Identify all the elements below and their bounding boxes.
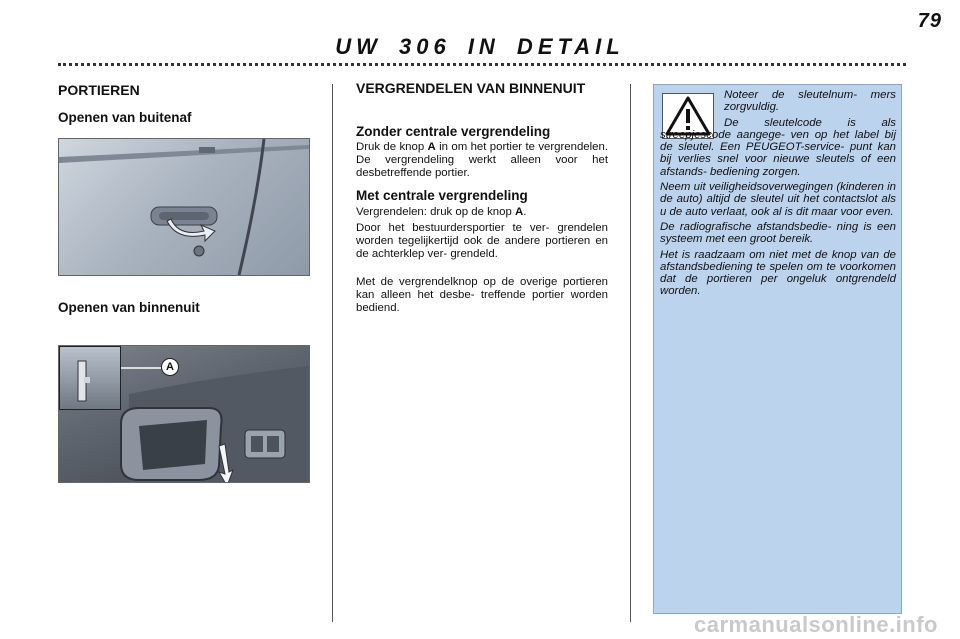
sub-title-without-central: Zonder centrale vergrendeling bbox=[356, 124, 551, 139]
key-a: A bbox=[427, 141, 436, 153]
warning-paragraph-1: Noteer de sleutelnum- mers zorgvuldig. bbox=[724, 89, 896, 114]
inside-door-photo bbox=[58, 345, 310, 483]
page-number: 79 bbox=[917, 10, 942, 32]
lock-button-inset bbox=[59, 346, 121, 410]
outside-door-illustration bbox=[59, 139, 309, 275]
inside-opening-title: Openen van binnenuit bbox=[58, 300, 200, 315]
warning-box bbox=[653, 84, 902, 614]
text-with-central-1: Vergrendelen: druk op de knop A. bbox=[356, 206, 527, 218]
text-without-central: Druk de knop A in om het portier te vergrendelen. De vergrendeling werkt alleen voor het desbetreffende portier. bbox=[356, 141, 608, 179]
section-title-doors: PORTIEREN bbox=[58, 82, 140, 98]
warning-text bbox=[660, 89, 896, 301]
column-divider-right bbox=[630, 84, 631, 622]
outside-opening-title: Openen van buitenaf bbox=[58, 110, 192, 125]
page-title: UW 306 IN DETAIL bbox=[335, 34, 625, 59]
section-title-inside-locking: VERGRENDELEN VAN BINNENUIT bbox=[356, 80, 586, 96]
warning-paragraph-5: Het is raadzaam om niet met de knop van de afstandsbediening te spelen om te voorkomen dat de portieren per ongeluk ontgrendeld worden. bbox=[660, 248, 896, 298]
warning-paragraph-4: De radiografische afstandsbedie- ning is een systeem met een groot bereik. bbox=[660, 220, 896, 246]
text-with-central-2: Door het bestuurdersportier te ver- grendelen worden tegelijkertijd ook de andere portieren en de achterklep ver- grendeld. bbox=[356, 222, 608, 260]
warning-paragraph-3: Neem uit veiligheidsoverwegingen (kinderen in de auto) altijd de sleutel uit het contactslot als u de auto verlaat, ook al is dit maar voor even. bbox=[660, 181, 896, 218]
callout-a-badge: A bbox=[161, 358, 179, 376]
outside-door-photo bbox=[58, 138, 310, 276]
warning-paragraph-2: De sleutelcode is als streepjescode aangege- ven op het label bij de sleutel. Een PEUGEOT-service- punt kan bij verlies snel voor nieuwe sleutels of een afstands- bediening zorgen. bbox=[660, 116, 896, 178]
column-divider-left bbox=[332, 84, 333, 622]
sub-title-with-central: Met centrale vergrendeling bbox=[356, 188, 528, 203]
dotted-rule bbox=[58, 63, 906, 66]
watermark: carmanualsonline.info bbox=[694, 612, 938, 637]
text-with-central-3: Met de vergrendelknop op de overige portieren kan alleen het desbe- treffende portier worden bediend. bbox=[356, 276, 608, 314]
lock-button-illustration bbox=[60, 347, 120, 409]
key-a-2: A bbox=[514, 206, 524, 218]
